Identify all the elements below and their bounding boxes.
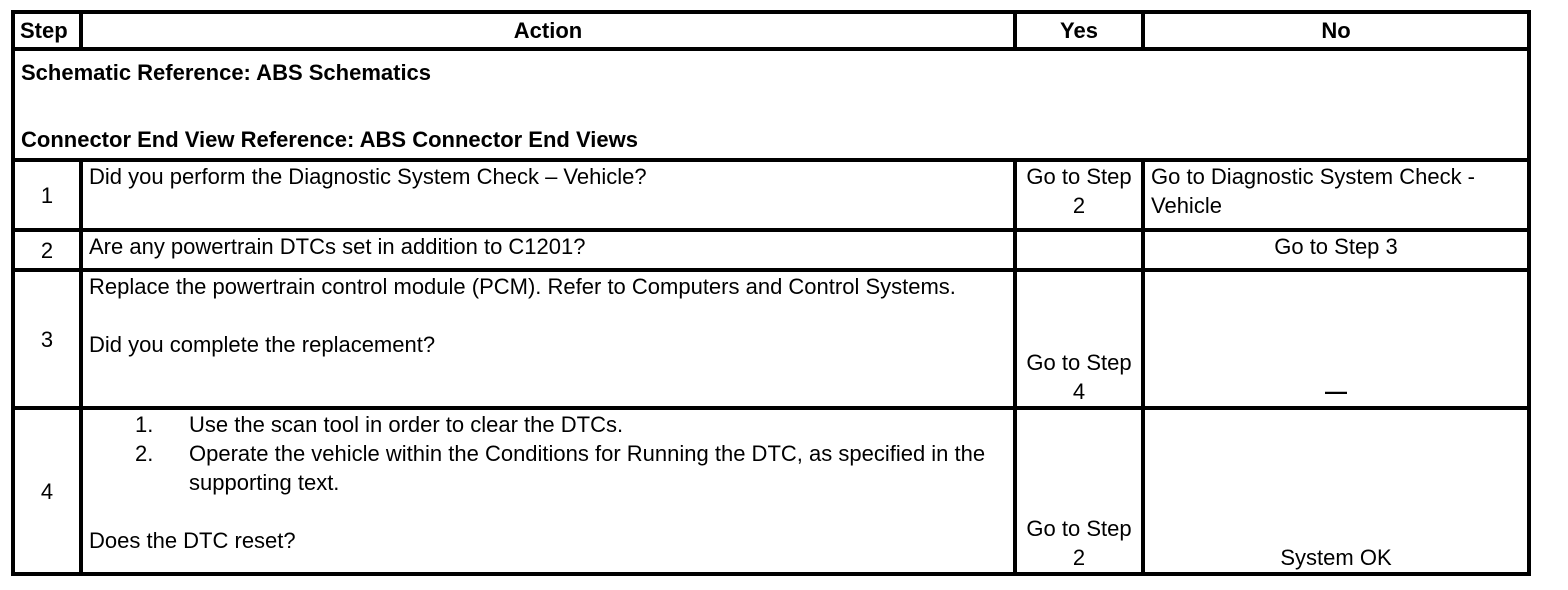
no-cell: System OK (1143, 408, 1529, 574)
list-item (89, 439, 1007, 497)
step-number: 3 (13, 270, 81, 408)
yes-cell: Go to Step 4 (1015, 270, 1143, 408)
table-row (13, 408, 1529, 574)
action-cell: Are any powertrain DTCs set in addition to C1201? (81, 230, 1015, 270)
action-question: Did you complete the replacement? (89, 332, 436, 357)
yes-cell: Go to Step 2 (1015, 160, 1143, 230)
list-item (89, 410, 1007, 439)
action-cell (81, 270, 1015, 408)
schematic-reference: Schematic Reference: ABS Schematics (21, 60, 432, 85)
action-column-header: Action (81, 12, 1015, 49)
yes-cell: Go to Step 2 (1015, 408, 1143, 574)
action-question: Does the DTC reset? (89, 528, 296, 553)
yes-cell (1015, 230, 1143, 270)
header-row (13, 12, 1529, 49)
table-row (13, 230, 1529, 270)
step-number: 4 (13, 408, 81, 574)
action-instruction: Replace the powertrain control module (PCM). Refer to Computers and Control Systems. (89, 274, 956, 299)
list-item-number: 1. (135, 412, 154, 437)
step-column-header: Step (13, 12, 81, 49)
list-item-number: 2. (135, 441, 154, 466)
action-cell (81, 408, 1015, 574)
yes-column-header: Yes (1015, 12, 1143, 49)
no-column-header: No (1143, 12, 1529, 49)
reference-cell (13, 49, 1529, 160)
no-cell: Go to Diagnostic System Check - Vehicle (1143, 160, 1529, 230)
step-number: 2 (13, 230, 81, 270)
no-cell: Go to Step 3 (1143, 230, 1529, 270)
connector-reference: Connector End View Reference: ABS Connector End Views (21, 127, 638, 152)
diagnostic-table (11, 10, 1531, 576)
action-steps-list (89, 410, 1007, 497)
list-item-text: Operate the vehicle within the Conditions for Running the DTC, as specified in the supporting text. (189, 441, 986, 495)
step-number: 1 (13, 160, 81, 230)
table-row (13, 270, 1529, 408)
reference-row (13, 49, 1529, 160)
diagnostic-document (11, 10, 1531, 576)
no-cell: — (1143, 270, 1529, 408)
list-item-text: Use the scan tool in order to clear the DTCs. (189, 412, 624, 437)
action-cell: Did you perform the Diagnostic System Check – Vehicle? (81, 160, 1015, 230)
table-row (13, 160, 1529, 230)
